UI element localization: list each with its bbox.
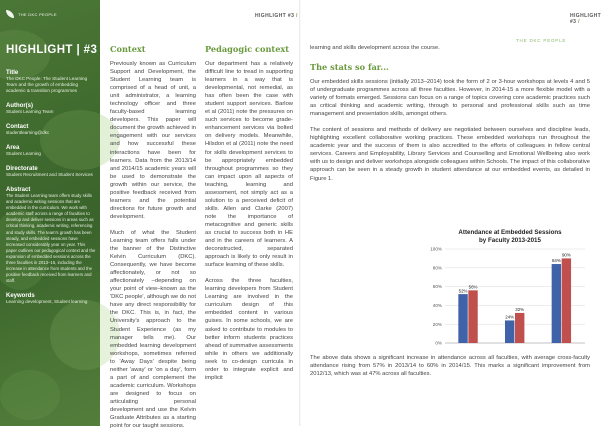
page-header-right: HIGHLIGHT #3 / <box>570 13 601 25</box>
page-header-left: HIGHLIGHT #3 / <box>255 13 298 19</box>
bar-1-0 <box>505 320 514 343</box>
bar-2-1 <box>562 258 571 343</box>
stats-heading: The stats so far... <box>310 62 389 72</box>
y-tick-label: 20% <box>432 321 442 327</box>
bar-value-label: 24% <box>505 314 515 320</box>
leaf-logo-icon <box>6 10 14 18</box>
stats-paragraph-1: Our embedded skills sessions (initially 2013–2014) took the form of 2 or 3-hour workshops at levels 4 and 5 of undergraduate programmes across all three faculties. However, in 2014-15 a more flexible model with a variety of formats emerged. Sessions can focus on a range of topics covering core academic practices such as critical thinking and academic writing, through to personal and professional skills such as time management and presentation skills, amongst others. <box>310 79 590 118</box>
bar-value-label: 32% <box>515 307 525 313</box>
context-paragraph-1: Previously known as Curriculum Support and Development, the Student Learning team is comprised of a head of unit, a unit administrator, a learning technology officer and three faculty-based learning developers. This paper will document the growth achieved in engagement with our services and how successful these interactions have been for learners. Data from the 2013/14 and 2014/15 academic years will be used to demonstrate the growth within our service, the positive feedback received from learners and the potential directions for future growth and development. <box>110 61 196 220</box>
bar-value-label: 84% <box>551 258 561 264</box>
chart-title-line-1: Attendance at Embedded Sessions <box>458 229 562 236</box>
keywords-value: Learning development, Student learning <box>6 299 88 305</box>
logo-text: THE DKC PEOPLE <box>18 11 57 17</box>
left-column-1 <box>110 44 196 430</box>
abstract-label: Abstract <box>6 187 31 193</box>
area-label: Area <box>6 145 20 151</box>
bar-0-1 <box>468 290 477 343</box>
bar-value-label: 90% <box>561 252 571 258</box>
highlight-title: HIGHLIGHT | #3 <box>6 44 98 56</box>
summary-paragraph: The above data shows a significant increase in attendance across all faculties, with average cross-faculty attendance rising from 57% in 2013/14 to 60% in 2014/15. This marks a significant improvement from 2012/13, which was at 47% across all faculties. <box>310 355 590 378</box>
authors-value: Student Learning Team <box>6 109 54 114</box>
pedagogic-paragraph-2: Across the three faculties, learning developers from Student Learning are involved in the curriculum design of this embedded content in various guises. In some schools, we are asked to contribute to modules to better inform students practices ahead of summative assessments while in others we additionally seek to co-design curricula in order to integrate explicit and implicit <box>205 278 293 381</box>
context-paragraph-2: Much of what the Student Learning team offers falls under the banner of the Distinctive Kelvin Curriculum (DKC). Consequently, we have become affectionately, or not so affectionately –depending on your point of view–known as the 'DKC people', although we do not have any direct responsibility for the DKC. This is, in fact, the University's approach to the Student Experience (as my manager tells me). Our embedded learning development workshops, sometimes referred to 'Away Days' despite being neither 'away' or 'on a day', form a part of and complement the academic curriculum. Workshops are designed to focus on articulating personal development and use the Kelvin Graduate Attributes as a starting point for our taught sessions. <box>110 229 196 430</box>
title-value: The DKC People: The Student Learning Team and the growth of embedding academic & transition programmes <box>6 76 88 93</box>
bar-value-label: 52% <box>458 288 468 294</box>
right-page <box>300 0 600 426</box>
y-tick-label: 60% <box>432 284 442 290</box>
directorate-value: Student Recruitment and Student Services <box>6 172 93 177</box>
title-label: Title <box>6 70 19 76</box>
bar-1-1 <box>515 313 524 343</box>
stats-column <box>310 62 590 222</box>
context-heading: Context <box>110 44 146 54</box>
y-tick-label: 100% <box>430 246 442 252</box>
abstract-text: The Student Learning team offers study skills and academic writing sessions that are embedded in the curriculum. We work with academic staff across a range of faculties to develop and deliver sessions in areas such as critical thinking, academic writing, referencing and study skills. The team's growth has been steady, and embedded sessions have increased considerably year on year. This paper outlines our pedagogical context and the expansion of embedded sessions across the three faculties in 2013–15, including the increase in attendance from students and the positive feedback received from learners and staff. <box>6 193 96 284</box>
y-tick-label: 40% <box>432 303 442 308</box>
bar-2-0 <box>552 264 561 343</box>
y-tick-label: 80% <box>432 265 442 271</box>
bar-0-0 <box>458 294 467 343</box>
y-tick-label: 0% <box>435 340 442 346</box>
keywords-label: Keywords <box>6 293 35 300</box>
sidebar <box>0 0 100 426</box>
left-column-2 <box>205 44 293 424</box>
continuation-text <box>310 44 590 56</box>
bar-value-label: 56% <box>468 284 478 290</box>
area-value: Student Learning <box>6 151 41 156</box>
directorate-label: Directorate <box>6 166 38 172</box>
section-tag: THE DKC PEOPLE <box>516 38 567 43</box>
attendance-chart-svg <box>310 225 590 350</box>
pedagogic-paragraph-1: Our department has a relatively difficult line to tread in supporting learners in a way that is developmental, not remedial, as has often been the case with student support services. Barlow et al (2011) note the pressures on such services to become grade-enhancement services via bolted on delivery models. Meanwhile, Hilsdon et al (2011) note the need for skills development services to be appropriately embedded throughout programmes so they can impact upon all aspects of teaching, learning and assessment, not simply act as a solution to a perceived deficit of skills. Allen and Clarke (2007) note the importance of metacognitive and generic skills as crucial to success both in HE and in the careers of learners. A deconstructed, separated approach is likely to only result in surface learning of these skills. <box>205 61 293 269</box>
logo <box>6 10 96 18</box>
attendance-chart <box>310 225 590 350</box>
pedagogic-heading: Pedagogic context <box>205 44 290 54</box>
chart-title-line-2: by Faculty 2013-2015 <box>479 237 541 244</box>
continuation-paragraph: learning and skills development across the course. <box>310 45 440 51</box>
left-page <box>0 0 300 430</box>
contact-value[interactable]: studentlearning@dkc <box>6 130 50 135</box>
authors-label: Author(s) <box>6 103 33 109</box>
summary-column <box>310 354 590 414</box>
stats-paragraph-2: The content of sessions and methods of delivery are negotiated between ourselves and discipline leads, highlighting excellent collaborative working practices. These embedded workshops run throughout the academic year and the success of them is also accredited to the efforts of colleagues in fellow central services. Careers and Employability, Library Services and Counselling and Emotional Wellbeing also work with us to design and deliver workshops alongside colleagues within Schools. The impact of this collaborative approach can be seen in a steady growth in student attendance at our embedded events, as detailed in Figure 1. <box>310 127 590 182</box>
contact-label: Contact <box>6 124 29 130</box>
